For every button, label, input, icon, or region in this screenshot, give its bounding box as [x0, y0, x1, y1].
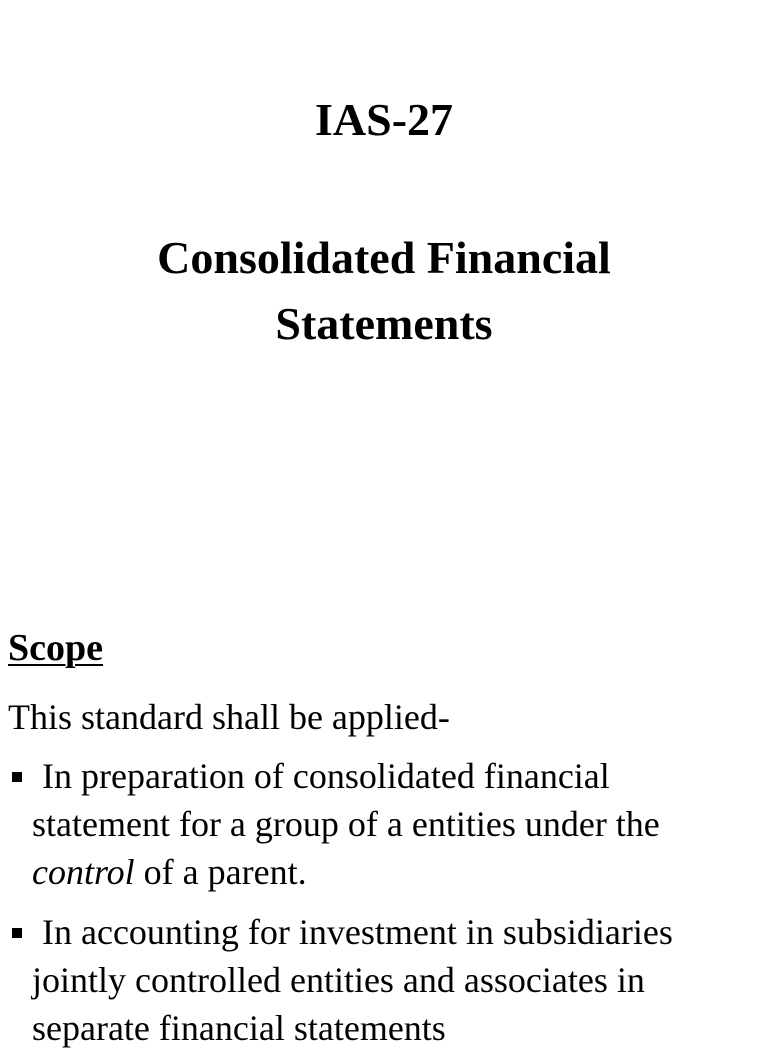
bullet-line: separate financial statements	[32, 1008, 446, 1048]
document-code: IAS-27	[314, 94, 454, 145]
square-bullet-icon	[12, 772, 22, 782]
bullet-line	[12, 848, 768, 896]
bullet-line: In accounting for investment in subsidiaries	[42, 912, 673, 952]
bullet-item	[12, 908, 768, 1052]
bullet-item	[12, 752, 768, 896]
emphasis-text: control	[32, 852, 135, 892]
bullet-line-rest: of a parent.	[134, 852, 307, 892]
document-title-line-2: Statements	[275, 298, 493, 349]
document-title	[0, 225, 768, 357]
square-bullet-icon	[12, 928, 22, 938]
scope-heading: Scope	[8, 627, 103, 669]
scope-intro: This standard shall be applied-	[8, 697, 450, 737]
bullet-line: In preparation of consolidated financial	[42, 756, 610, 796]
document-title-line-1: Consolidated Financial	[157, 232, 611, 283]
bullet-line: statement for a group of a entities under the	[32, 804, 660, 844]
bullet-line: jointly controlled entities and associates in	[32, 960, 645, 1000]
